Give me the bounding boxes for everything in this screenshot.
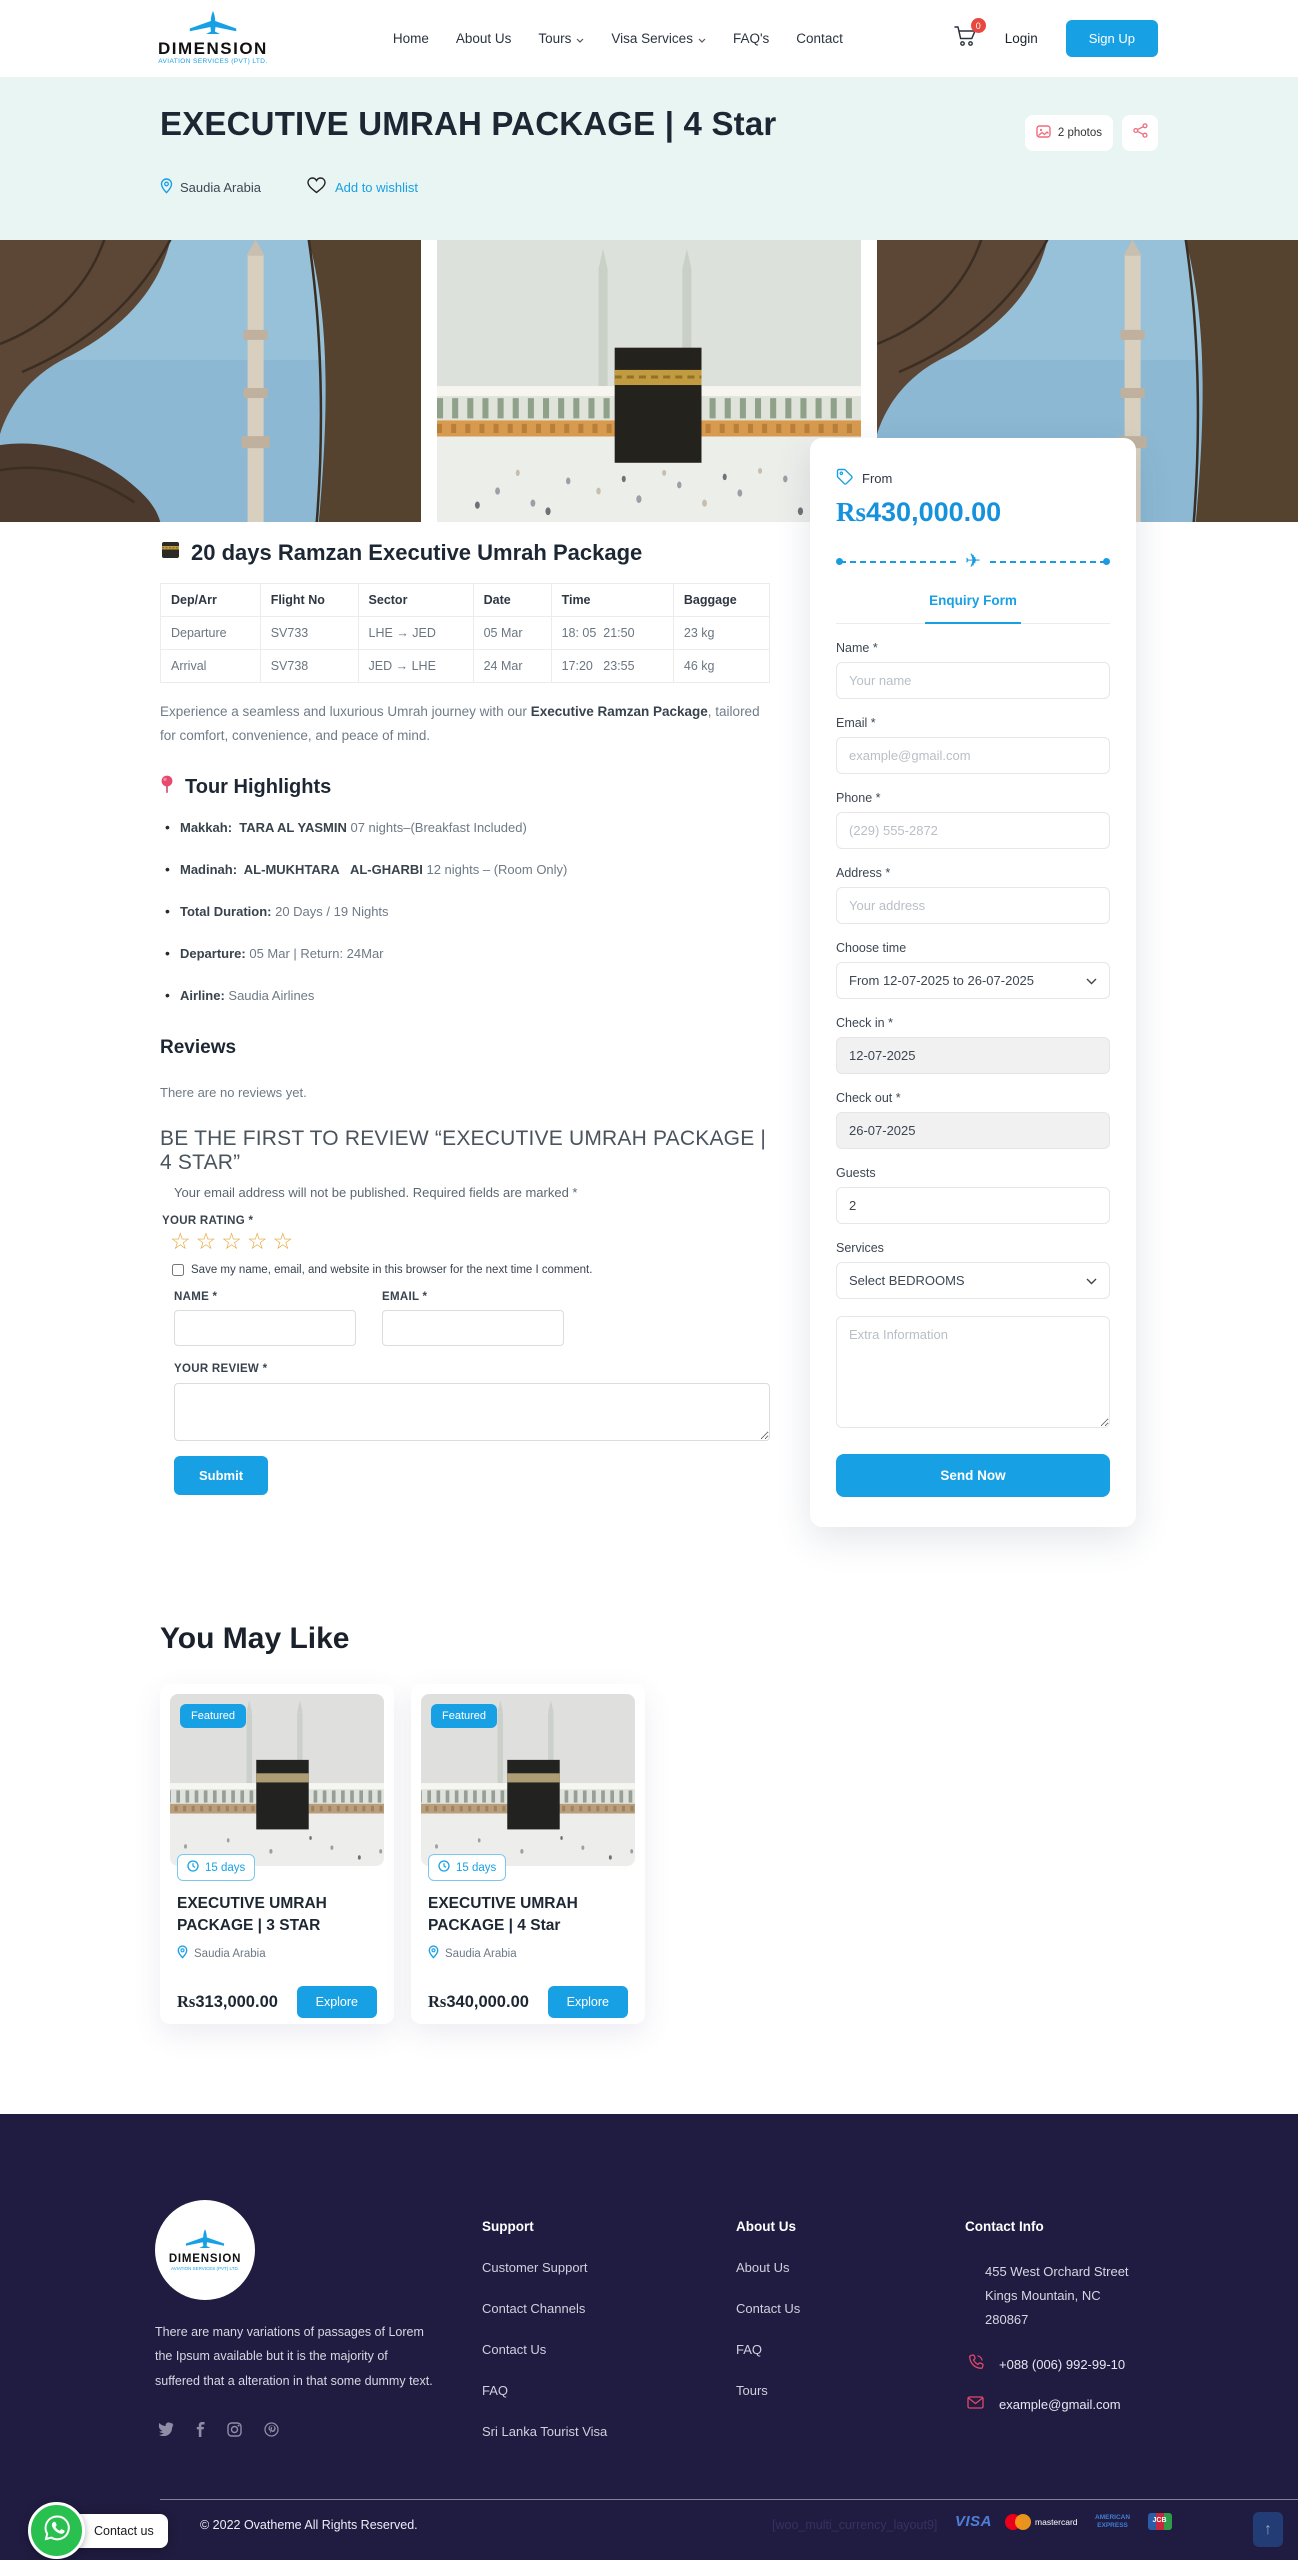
location-row bbox=[160, 178, 261, 197]
mastercard-logo: mastercard bbox=[1005, 2514, 1078, 2530]
add-to-wishlist[interactable] bbox=[307, 177, 418, 197]
jcb-logo: JCB bbox=[1148, 2513, 1172, 2530]
table-row: Arrival SV738 JED → LHE 24 Mar 17:20 23:55 46 kg bbox=[161, 650, 770, 683]
from-label: From bbox=[862, 470, 893, 486]
pin-icon bbox=[160, 775, 174, 800]
chevron-down-icon bbox=[1086, 1273, 1097, 1288]
airplane-icon: ✈ bbox=[957, 550, 989, 572]
location-pin-icon bbox=[160, 178, 173, 197]
chevron-down-icon bbox=[576, 31, 584, 46]
brand-name: DIMENSION bbox=[168, 2252, 242, 2265]
footer-link-tours[interactable]: Tours bbox=[736, 2383, 768, 2398]
scroll-to-top-button[interactable] bbox=[1253, 2512, 1283, 2547]
footer-link-customer-support[interactable]: Customer Support bbox=[482, 2260, 588, 2275]
list-item: • Departure: 05 Mar | Return: 24Mar bbox=[180, 946, 770, 961]
card-location: Saudia Arabia bbox=[177, 1945, 377, 1962]
you-may-like-heading: You May Like bbox=[160, 1622, 350, 1655]
check-out-input[interactable] bbox=[836, 1112, 1110, 1149]
whatsapp-icon bbox=[43, 2514, 71, 2547]
whatsapp-button[interactable] bbox=[28, 2502, 85, 2559]
footer-link-contact-channels[interactable]: Contact Channels bbox=[482, 2301, 586, 2316]
tab-enquiry-form[interactable]: Enquiry Form bbox=[929, 593, 1017, 608]
facebook-icon[interactable] bbox=[196, 2422, 205, 2437]
star-icon[interactable]: ☆ bbox=[272, 1227, 299, 1254]
submit-review-button[interactable]: Submit bbox=[174, 1456, 268, 1495]
footer-heading-contact-info: Contact Info bbox=[965, 2219, 1044, 2234]
enquiry-address-input[interactable] bbox=[836, 887, 1110, 924]
footer-address: 455 West Orchard Street Kings Mountain, NC 280867 bbox=[985, 2264, 1129, 2328]
guests-label: Guests bbox=[836, 1166, 876, 1180]
heart-icon bbox=[307, 177, 326, 197]
whatsapp-contact-label[interactable]: Contact us bbox=[72, 2514, 168, 2548]
list-item: • Total Duration: 20 Days / 19 Nights bbox=[180, 904, 770, 919]
card-location: Saudia Arabia bbox=[428, 1945, 628, 1962]
airplane-logo-icon bbox=[185, 11, 241, 39]
card-price: Rs340,000.00 bbox=[428, 1992, 529, 2012]
footer-link-contact-us[interactable]: Contact Us bbox=[482, 2342, 547, 2357]
package-heading: 20 days Ramzan Executive Umrah Package bbox=[160, 540, 770, 566]
check-in-label: Check in * bbox=[836, 1016, 893, 1030]
guests-input[interactable] bbox=[836, 1187, 1110, 1224]
footer-phone-row[interactable] bbox=[967, 2354, 1195, 2374]
whatsapp-widget bbox=[28, 2502, 168, 2559]
route-divider bbox=[836, 550, 1110, 572]
location-label: Saudia Arabia bbox=[180, 179, 261, 195]
status-badge: Featured bbox=[431, 1704, 497, 1728]
flight-table-header: Dep/Arr Flight No Sector Date Time Baggage bbox=[161, 584, 770, 617]
hero-band bbox=[0, 77, 1298, 240]
rating-stars[interactable] bbox=[170, 1228, 770, 1255]
footer-link-faq[interactable]: FAQ bbox=[482, 2383, 509, 2398]
page-title: EXECUTIVE UMRAH PACKAGE | 4 Star bbox=[160, 105, 777, 142]
footer-link-about-us[interactable]: About Us bbox=[736, 2260, 790, 2275]
tour-highlights-heading: Tour Highlights bbox=[160, 775, 770, 800]
package-description: Experience a seamless and luxurious Umrah journey with our Executive Ramzan Package, tailored for comfort, convenience, and peace of mind. bbox=[160, 704, 760, 744]
share-icon bbox=[1133, 123, 1148, 143]
clock-icon bbox=[438, 1860, 450, 1875]
pinterest-icon[interactable] bbox=[264, 2422, 279, 2437]
table-row: Departure SV733 LHE → JED 05 Mar 18: 05 21:50 23 kg bbox=[161, 617, 770, 650]
arrow-up-icon: ↑ bbox=[1264, 2520, 1272, 2538]
footer-link-contact-us[interactable]: Contact Us bbox=[736, 2301, 801, 2316]
footer-about-text: There are many variations of passages of Lorem the Ipsum available but it is the majority of suffered that a alteration in that some dummy text. bbox=[155, 2325, 433, 2388]
footer-email-row[interactable] bbox=[967, 2396, 1195, 2412]
payment-methods bbox=[955, 2513, 1172, 2530]
chevron-down-icon bbox=[698, 31, 706, 46]
clock-icon bbox=[187, 1860, 199, 1875]
phone-icon bbox=[967, 2354, 984, 2374]
footer-link-sri-lanka-tourist-visa[interactable]: Sri Lanka Tourist Visa bbox=[482, 2424, 608, 2439]
nav-about-us[interactable]: About Us bbox=[455, 31, 512, 46]
explore-button[interactable]: Explore bbox=[297, 1986, 377, 2018]
signup-button[interactable]: Sign Up bbox=[1066, 20, 1158, 57]
review-email-label: EMAIL * bbox=[382, 1290, 428, 1303]
footer-link-faq[interactable]: FAQ bbox=[736, 2342, 763, 2357]
tour-highlights-list bbox=[160, 820, 770, 1003]
header bbox=[0, 0, 1298, 77]
choose-time-label: Choose time bbox=[836, 941, 907, 955]
star-icon[interactable]: ☆ bbox=[221, 1227, 247, 1254]
services-select[interactable]: Select BEDROOMS bbox=[836, 1262, 1110, 1299]
instagram-icon[interactable] bbox=[227, 2422, 242, 2437]
nav-faqs[interactable]: FAQ's bbox=[732, 31, 770, 46]
save-info-checkbox[interactable] bbox=[172, 1264, 184, 1276]
visa-logo: VISA bbox=[955, 2513, 993, 2530]
gallery-photo-minaret-left[interactable] bbox=[0, 240, 421, 522]
footer-logo bbox=[155, 2200, 255, 2300]
nav-home[interactable]: Home bbox=[392, 31, 429, 46]
login-link[interactable]: Login bbox=[1004, 31, 1038, 46]
review-name-label: NAME * bbox=[174, 1290, 218, 1303]
star-icon[interactable]: ☆ bbox=[170, 1227, 196, 1254]
nav-tours[interactable]: Tours bbox=[538, 31, 584, 46]
enquiry-card bbox=[810, 438, 1136, 1527]
services-label: Services bbox=[836, 1241, 884, 1255]
package-card[interactable] bbox=[411, 1684, 645, 2024]
send-now-button[interactable]: Send Now bbox=[836, 1454, 1110, 1497]
footer-phone: +088 (006) 992-99-10 bbox=[999, 2356, 1126, 2372]
enquiry-phone-input[interactable] bbox=[836, 812, 1110, 849]
kaaba-icon bbox=[160, 540, 181, 566]
enquiry-name-input[interactable] bbox=[836, 662, 1110, 699]
list-item: • Makkah: TARA AL YASMIN 07 nights–(Breakfast Included) bbox=[180, 820, 770, 835]
star-icon[interactable]: ☆ bbox=[195, 1227, 222, 1254]
main-nav bbox=[393, 31, 843, 46]
card-price: Rs313,000.00 bbox=[177, 1992, 278, 2012]
status-badge: Featured bbox=[180, 1704, 246, 1728]
twitter-icon[interactable] bbox=[158, 2422, 174, 2437]
copyright-text: © 2022 Ovatheme All Rights Reserved. bbox=[200, 2518, 418, 2532]
review-text-label: YOUR REVIEW * bbox=[174, 1362, 268, 1375]
review-name-input[interactable] bbox=[174, 1310, 356, 1346]
first-review-heading: BE THE FIRST TO REVIEW “EXECUTIVE UMRAH PACKAGE | 4 STAR” bbox=[160, 1126, 767, 1174]
enquiry-phone-label: Phone * bbox=[836, 791, 881, 805]
footer-email: example@gmail.com bbox=[999, 2396, 1121, 2412]
footer-divider bbox=[160, 2499, 1298, 2500]
enquiry-address-label: Address * bbox=[836, 866, 891, 880]
envelope-icon bbox=[967, 2396, 984, 2412]
location-pin-icon bbox=[428, 1945, 439, 1962]
list-item: • Madinah: AL-MUKHTARA AL-GHARBI 12 nights – (Room Only) bbox=[180, 862, 770, 877]
star-icon[interactable]: ☆ bbox=[246, 1227, 273, 1254]
footer-heading-about-us: About Us bbox=[736, 2219, 796, 2234]
duration-badge: 15 days bbox=[428, 1854, 506, 1881]
location-pin-icon bbox=[177, 1945, 188, 1962]
chevron-down-icon bbox=[1086, 973, 1097, 988]
photos-count: 2 photos bbox=[1057, 127, 1102, 139]
brand-tagline: AVIATION SERVICES (PVT) LTD. bbox=[171, 2266, 239, 2271]
gallery-image-icon bbox=[1036, 125, 1051, 141]
enquiry-email-label: Email * bbox=[836, 716, 876, 730]
brand-tagline: AVIATION SERVICES (PVT) LTD. bbox=[158, 58, 268, 66]
flight-table bbox=[160, 583, 770, 683]
reviews-heading: Reviews bbox=[160, 1036, 237, 1058]
duration-badge: 15 days bbox=[177, 1854, 255, 1881]
no-reviews-text: There are no reviews yet. bbox=[160, 1084, 307, 1100]
share-button[interactable] bbox=[1122, 115, 1158, 151]
cart-icon[interactable] bbox=[954, 20, 981, 52]
footer-heading-support: Support bbox=[482, 2219, 534, 2234]
enquiry-name-label: Name * bbox=[836, 641, 878, 655]
nav-contact[interactable]: Contact bbox=[796, 31, 843, 46]
photos-badge[interactable] bbox=[1025, 115, 1113, 151]
save-info-row bbox=[172, 1264, 770, 1276]
airplane-logo-icon bbox=[182, 2229, 228, 2253]
explore-button[interactable]: Explore bbox=[548, 1986, 628, 2018]
review-textarea[interactable] bbox=[174, 1383, 770, 1441]
enquiry-email-input[interactable] bbox=[836, 737, 1110, 774]
choose-time-select[interactable]: From 12-07-2025 to 26-07-2025 bbox=[836, 962, 1110, 999]
package-price: Rs430,000.00 bbox=[836, 497, 1002, 527]
package-card[interactable] bbox=[160, 1684, 394, 2024]
check-out-label: Check out * bbox=[836, 1091, 901, 1105]
rating-label: YOUR RATING * bbox=[162, 1214, 254, 1227]
list-item: • Airline: Saudia Airlines bbox=[180, 988, 770, 1003]
amex-logo: AMERICAN EXPRESS bbox=[1095, 2514, 1131, 2529]
cart-count-badge: 0 bbox=[971, 18, 986, 33]
brand-name: DIMENSION bbox=[158, 39, 268, 59]
check-in-input[interactable] bbox=[836, 1037, 1110, 1074]
brand-logo[interactable] bbox=[158, 11, 268, 66]
wishlist-label: Add to wishlist bbox=[334, 179, 419, 195]
review-email-input[interactable] bbox=[382, 1310, 564, 1346]
extra-information-textarea[interactable] bbox=[836, 1316, 1110, 1428]
gallery-photo-kaaba[interactable] bbox=[437, 240, 861, 522]
currency-shortcode-text: [woo_multi_currency_layout9] bbox=[772, 2518, 938, 2532]
email-privacy-note: Your email address will not be published. Required fields are marked * bbox=[174, 1184, 578, 1200]
footer bbox=[0, 2114, 1298, 2560]
card-title[interactable]: EXECUTIVE UMRAH PACKAGE | 4 Star bbox=[428, 1895, 578, 1934]
save-info-label: Save my name, email, and website in this browser for the next time I comment. bbox=[191, 1263, 593, 1276]
card-title[interactable]: EXECUTIVE UMRAH PACKAGE | 3 STAR bbox=[177, 1895, 327, 1934]
nav-visa-services[interactable]: Visa Services bbox=[611, 31, 706, 46]
price-tag-icon bbox=[836, 468, 853, 488]
